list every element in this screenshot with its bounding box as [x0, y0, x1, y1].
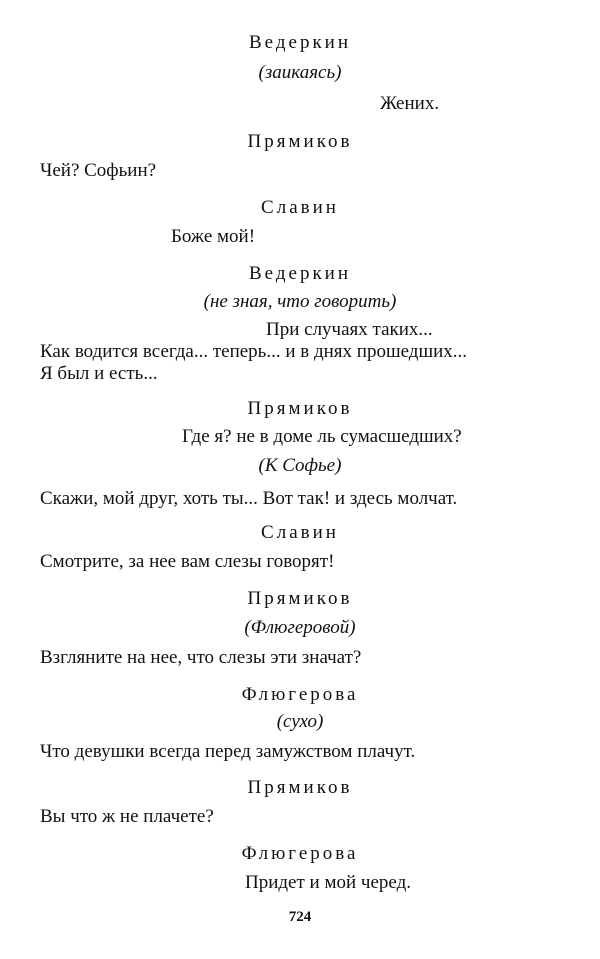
- speaker-name: Славин: [261, 522, 339, 543]
- stage-direction: (не зная, что говорить): [203, 291, 397, 312]
- verse-line: Скажи, мой друг, хоть ты... Вот так! и здесь молчат.: [40, 488, 458, 509]
- verse-line: При случаях таких...: [266, 319, 433, 340]
- verse-line: Взгляните на нее, что слезы эти значат?: [40, 647, 362, 668]
- stage-direction: (Флюгеровой): [244, 617, 356, 638]
- verse-line: Боже мой!: [171, 226, 256, 247]
- verse-line: Вы что ж не плачете?: [40, 806, 214, 827]
- speaker-name: Прямиков: [247, 588, 353, 609]
- speaker-name: Прямиков: [247, 131, 353, 152]
- stage-direction: (К Софье): [258, 455, 342, 476]
- verse-line: Где я? не в доме ль сумасшедших?: [182, 426, 462, 447]
- verse-line: Придет и мой черед.: [245, 872, 411, 893]
- page-number: 724: [288, 909, 312, 925]
- stage-direction: (заикаясь): [258, 62, 342, 83]
- speaker-name: Флюгерова: [241, 684, 359, 705]
- speaker-name: Прямиков: [247, 398, 353, 419]
- speaker-name: Ведеркин: [248, 32, 352, 53]
- verse-line: Что девушки всегда перед замужством плачут.: [40, 741, 416, 762]
- speaker-name: Прямиков: [247, 777, 353, 798]
- verse-line: Как водится всегда... теперь... и в днях прошедших...: [40, 341, 467, 362]
- verse-line: Жених.: [380, 93, 440, 114]
- speaker-name: Ведеркин: [248, 263, 352, 284]
- stage-direction: (сухо): [276, 711, 324, 732]
- speaker-name: Флюгерова: [241, 843, 359, 864]
- verse-line: Я был и есть...: [40, 363, 158, 384]
- verse-line: Чей? Софьин?: [40, 160, 157, 181]
- verse-line: Смотрите, за нее вам слезы говорят!: [40, 551, 335, 572]
- speaker-name: Славин: [261, 197, 339, 218]
